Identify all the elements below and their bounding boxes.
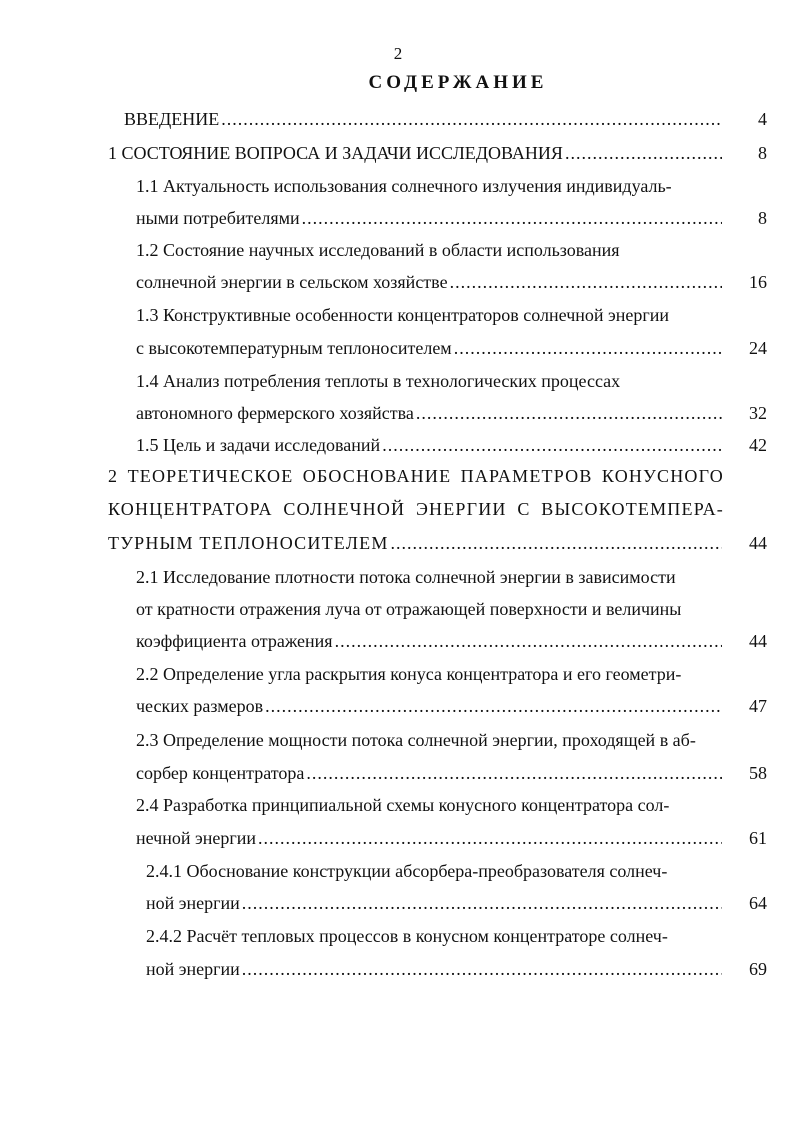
toc-entry-text: нечной энергии (136, 828, 256, 848)
toc-entry-text: коэффициента отражения (136, 631, 333, 651)
toc-entry-text[interactable]: 2.1 Исследование плотности потока солнечной энергии в зависимости (136, 567, 676, 587)
toc-entry-2-4-2[interactable] (146, 958, 724, 980)
toc-entry-text: автономного фермерского хозяйства (136, 403, 414, 423)
toc-title: СОДЕРЖАНИЕ (368, 72, 548, 93)
toc-entry-text: ной энергии (146, 893, 240, 913)
toc-page-number: 44 (749, 631, 767, 651)
toc-entry-2-2[interactable] (136, 695, 724, 717)
toc-entry-text: 1.5 Цель и задачи исследований (136, 435, 381, 455)
toc-entry-2-4-1[interactable] (146, 892, 724, 914)
toc-page-number: 64 (749, 893, 767, 913)
toc-entry-text[interactable]: 2.2 Определение угла раскрытия конуса концентратора и его геометри- (136, 664, 682, 684)
toc-entry-text[interactable]: 2.4.2 Расчёт тепловых процессов в конусном концентраторе солнеч- (146, 926, 668, 946)
toc-entry-text[interactable]: 1.2 Состояние научных исследований в области использования (136, 240, 620, 260)
toc-page-number: 24 (749, 338, 767, 358)
toc-entry-chapter-1[interactable] (108, 142, 724, 164)
toc-entry-text: солнечной энергии в сельском хозяйстве (136, 272, 448, 292)
toc-page-number: 58 (749, 763, 767, 783)
toc-entry-text[interactable]: 2.4 Разработка принципиальной схемы конусного концентратора сол- (136, 795, 670, 815)
toc-entry-text: ными потребителями (136, 208, 300, 228)
toc-entry-1-3[interactable] (136, 337, 724, 359)
toc-entry-1-5[interactable] (136, 434, 724, 456)
toc-entry-1-1[interactable] (136, 207, 724, 229)
toc-page-number: 61 (749, 828, 767, 848)
toc-page-number: 42 (749, 435, 767, 455)
toc-page-number: 8 (758, 208, 767, 228)
toc-entry-introduction[interactable] (124, 108, 724, 130)
toc-entry-text[interactable]: 1.4 Анализ потребления теплоты в технологических процессах (136, 371, 621, 391)
toc-entry-text[interactable]: 2.4.1 Обоснование конструкции абсорбера-преобразователя солнеч- (146, 861, 668, 881)
toc-entry-text[interactable]: 1.1 Актуальность использования солнечного излучения индивидуаль- (136, 176, 672, 196)
toc-entry-text: сорбер концентратора (136, 763, 305, 783)
toc-entry-text: ческих размеров (136, 696, 264, 716)
toc-entry-chapter-2[interactable] (108, 532, 724, 554)
toc-page-number: 69 (749, 959, 767, 979)
page-number: 2 (393, 44, 403, 63)
toc-page-number: 8 (758, 143, 767, 163)
toc-entry-text[interactable]: от кратности отражения луча от отражающей поверхности и величины (136, 599, 682, 619)
toc-entry-text[interactable]: 2.3 Определение мощности потока солнечной энергии, проходящей в аб- (136, 730, 696, 750)
toc-page-number: 44 (749, 533, 767, 553)
toc-entry-text: ВВЕДЕНИЕ (124, 109, 220, 129)
toc-entry-2-1[interactable] (136, 630, 724, 652)
toc-entry-text: ТУРНЫМ ТЕПЛОНОСИТЕЛЕМ (108, 533, 389, 553)
toc-page-number: 32 (749, 403, 767, 423)
toc-page-number: 4 (758, 109, 767, 129)
toc-entry-text[interactable]: КОНЦЕНТРАТОРА СОЛНЕЧНОЙ ЭНЕРГИИ С ВЫСОКОТЕМПЕРА- (108, 499, 724, 519)
toc-entry-2-4[interactable] (136, 827, 724, 849)
toc-entry-1-4[interactable] (136, 402, 724, 424)
toc-entry-text[interactable]: 1.3 Конструктивные особенности концентраторов солнечной энергии (136, 305, 670, 325)
toc-entry-text: ной энергии (146, 959, 240, 979)
toc-page-number: 47 (749, 696, 767, 716)
toc-entry-text: с высокотемпературным теплоносителем (136, 338, 452, 358)
toc-page-number: 16 (749, 272, 767, 292)
toc-entry-text[interactable]: 2 ТЕОРЕТИЧЕСКОЕ ОБОСНОВАНИЕ ПАРАМЕТРОВ КОНУСНОГО (108, 466, 724, 486)
toc-entry-1-2[interactable] (136, 271, 724, 293)
toc-entry-2-3[interactable] (136, 762, 724, 784)
toc-entry-text: 1 СОСТОЯНИЕ ВОПРОСА И ЗАДАЧИ ИССЛЕДОВАНИЯ (108, 143, 563, 163)
